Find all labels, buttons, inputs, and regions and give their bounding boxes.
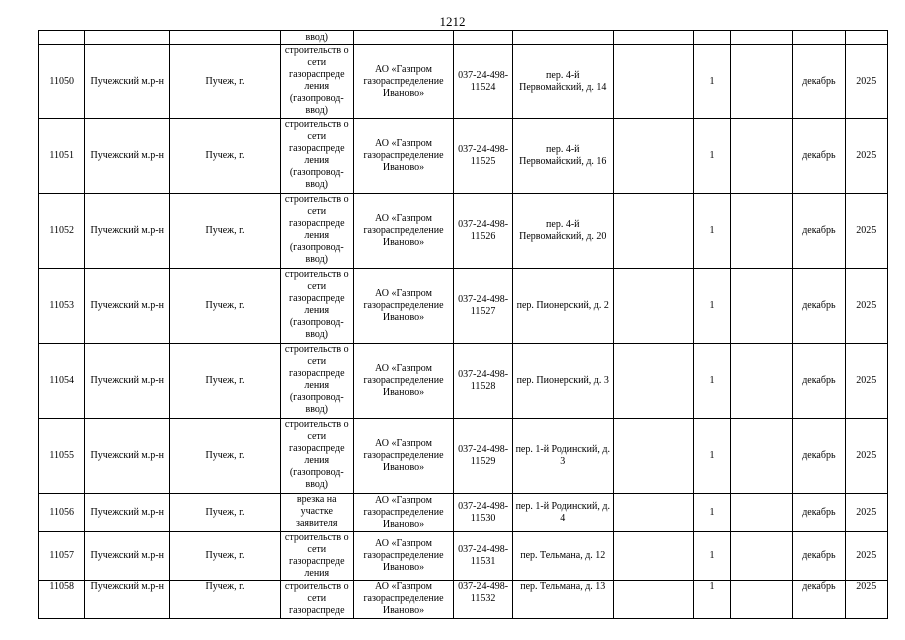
address-cell: пер. 1-й Родинский, д. 3 <box>512 419 613 494</box>
year-cell: 2025 <box>845 494 887 532</box>
quantity-cell: 1 <box>694 119 730 194</box>
year-cell: 2025 <box>845 581 887 619</box>
empty-cell <box>730 494 793 532</box>
table-row <box>39 269 888 344</box>
empty-cell <box>730 269 793 344</box>
quantity-cell: 1 <box>694 494 730 532</box>
month-cell: декабрь <box>793 194 845 269</box>
year-cell: 2025 <box>845 45 887 119</box>
year-cell: 2025 <box>845 419 887 494</box>
empty-cell <box>730 581 793 619</box>
company-cell: АО «Газпром газораспределение Иваново» <box>353 494 454 532</box>
district-cell: Пучежский м.р-н <box>85 269 170 344</box>
empty-cell <box>730 119 793 194</box>
city-cell: Пучеж, г. <box>170 269 281 344</box>
company-cell: АО «Газпром газораспределение Иваново» <box>353 344 454 419</box>
city-cell: Пучеж, г. <box>170 532 281 581</box>
quantity-cell: 1 <box>694 581 730 619</box>
company-cell: АО «Газпром газораспределение Иваново» <box>353 119 454 194</box>
month-cell: декабрь <box>793 269 845 344</box>
page-number: 1212 <box>439 14 466 29</box>
year-cell: 2025 <box>845 532 887 581</box>
company-cell: АО «Газпром газораспределение Иваново» <box>353 45 454 119</box>
district-cell: Пучежский м.р-н <box>85 419 170 494</box>
address-cell: пер. Пионерский, д. 3 <box>512 344 613 419</box>
work-type-cell: строительств о сети газораспреде ления (газопровод-ввод) <box>280 269 353 344</box>
code-cell: 037-24-498-11532 <box>454 581 512 619</box>
empty-cell <box>613 419 694 494</box>
table-row <box>39 581 888 619</box>
code-cell: 037-24-498-11524 <box>454 45 512 119</box>
table-row-continued <box>39 31 888 45</box>
year-cell: 2025 <box>845 119 887 194</box>
address-cell: пер. 1-й Родинский, д. 4 <box>512 494 613 532</box>
quantity-cell: 1 <box>694 344 730 419</box>
quantity-cell: 1 <box>694 269 730 344</box>
district-cell: Пучежский м.р-н <box>85 45 170 119</box>
row-number-cell: 11053 <box>39 269 85 344</box>
city-cell: Пучеж, г. <box>170 119 281 194</box>
district-cell: Пучежский м.р-н <box>85 581 170 619</box>
company-cell: АО «Газпром газораспределение Иваново» <box>353 532 454 581</box>
city-cell: Пучеж, г. <box>170 581 281 619</box>
year-cell: 2025 <box>845 344 887 419</box>
work-type-cell: строительств о сети газораспреде ления (газопровод-ввод) <box>280 119 353 194</box>
work-type-cell: строительств о сети газораспреде ления (газопровод-ввод) <box>280 45 353 119</box>
empty-cell <box>613 581 694 619</box>
year-cell: 2025 <box>845 269 887 344</box>
address-cell: пер. 4-й Первомайский, д. 20 <box>512 194 613 269</box>
empty-cell <box>730 45 793 119</box>
quantity-cell: 1 <box>694 419 730 494</box>
table-row <box>39 494 888 532</box>
work-type-cell: врезка на участке заявителя <box>280 494 353 532</box>
month-cell: декабрь <box>793 419 845 494</box>
empty-cell <box>730 419 793 494</box>
code-cell: 037-24-498-11530 <box>454 494 512 532</box>
company-cell: АО «Газпром газораспределение Иваново» <box>353 194 454 269</box>
table-row <box>39 45 888 119</box>
row-number-cell: 11052 <box>39 194 85 269</box>
work-type-cell: ввод) <box>280 31 353 45</box>
company-cell: АО «Газпром газораспределение Иваново» <box>353 269 454 344</box>
work-type-cell: строительств о сети газораспреде ления <box>280 532 353 581</box>
district-cell: Пучежский м.р-н <box>85 344 170 419</box>
code-cell: 037-24-498-11529 <box>454 419 512 494</box>
district-cell: Пучежский м.р-н <box>85 532 170 581</box>
table-row <box>39 419 888 494</box>
row-number-cell: 11050 <box>39 45 85 119</box>
row-number-cell: 11051 <box>39 119 85 194</box>
code-cell: 037-24-498-11527 <box>454 269 512 344</box>
district-cell: Пучежский м.р-н <box>85 119 170 194</box>
work-type-cell: строительств о сети газораспреде ления (газопровод-ввод) <box>280 419 353 494</box>
month-cell: декабрь <box>793 581 845 619</box>
district-cell: Пучежский м.р-н <box>85 494 170 532</box>
address-cell: пер. 4-й Первомайский, д. 14 <box>512 45 613 119</box>
month-cell: декабрь <box>793 494 845 532</box>
city-cell: Пучеж, г. <box>170 494 281 532</box>
month-cell: декабрь <box>793 532 845 581</box>
address-cell: пер. Пионерский, д. 2 <box>512 269 613 344</box>
city-cell: Пучеж, г. <box>170 344 281 419</box>
address-cell: пер. Тельмана, д. 13 <box>512 581 613 619</box>
row-number-cell: 11055 <box>39 419 85 494</box>
table-row <box>39 119 888 194</box>
code-cell: 037-24-498-11525 <box>454 119 512 194</box>
empty-cell <box>613 269 694 344</box>
empty-cell <box>613 45 694 119</box>
city-cell: Пучеж, г. <box>170 194 281 269</box>
table-row <box>39 194 888 269</box>
month-cell: декабрь <box>793 344 845 419</box>
city-cell: Пучеж, г. <box>170 45 281 119</box>
work-type-cell: строительств о сети газораспреде <box>280 581 353 619</box>
code-cell: 037-24-498-11528 <box>454 344 512 419</box>
city-cell: Пучеж, г. <box>170 419 281 494</box>
empty-cell <box>730 194 793 269</box>
row-number-cell: 11056 <box>39 494 85 532</box>
empty-cell <box>613 532 694 581</box>
district-cell: Пучежский м.р-н <box>85 194 170 269</box>
table-row <box>39 532 888 581</box>
code-cell: 037-24-498-11531 <box>454 532 512 581</box>
quantity-cell: 1 <box>694 194 730 269</box>
company-cell: АО «Газпром газораспределение Иваново» <box>353 581 454 619</box>
quantity-cell: 1 <box>694 45 730 119</box>
address-cell: пер. 4-й Первомайский, д. 16 <box>512 119 613 194</box>
empty-cell <box>730 344 793 419</box>
empty-cell <box>613 494 694 532</box>
month-cell: декабрь <box>793 119 845 194</box>
row-number-cell: 11058 <box>39 581 85 619</box>
month-cell: декабрь <box>793 45 845 119</box>
code-cell: 037-24-498-11526 <box>454 194 512 269</box>
work-type-cell: строительств о сети газораспреде ления (газопровод-ввод) <box>280 344 353 419</box>
empty-cell <box>730 532 793 581</box>
row-number-cell: 11054 <box>39 344 85 419</box>
work-type-cell: строительств о сети газораспреде ления (газопровод-ввод) <box>280 194 353 269</box>
empty-cell <box>613 119 694 194</box>
row-number-cell: 11057 <box>39 532 85 581</box>
table-row <box>39 344 888 419</box>
address-cell: пер. Тельмана, д. 12 <box>512 532 613 581</box>
quantity-cell: 1 <box>694 532 730 581</box>
empty-cell <box>613 194 694 269</box>
gas-connection-table <box>38 30 888 619</box>
company-cell: АО «Газпром газораспределение Иваново» <box>353 419 454 494</box>
empty-cell <box>613 344 694 419</box>
year-cell: 2025 <box>845 194 887 269</box>
